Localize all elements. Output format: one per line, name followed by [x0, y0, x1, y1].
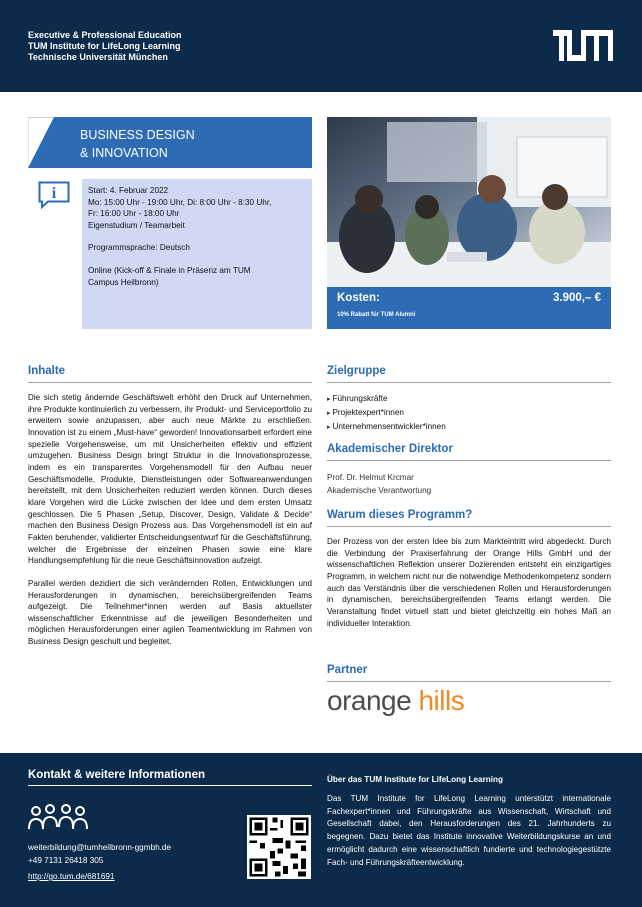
about-text: Das TUM Institute for LifeLong Learning unterstützt internationale Fachexpert*innen und Führungskräfte aus Wissenschaft, Wirtschaft und Gesellschaft dabei, den Herausforderungen des 21. Jahrhunderts zu begegnen. Dazu bietet das Institute innovative Weiterbildungskurse an und ermöglicht dadurch eine wissenschaftlich fundierte und technologiegestützte Fach- und Führungskräfteentwicklung.: [327, 794, 611, 867]
inhalte-heading: Inhalte: [28, 365, 66, 377]
mode-line-1: Online (Kick-off & Finale in Präsenz am TUM: [88, 265, 251, 275]
alumni-discount-note: 10% Rabatt für TUM Alumni: [337, 312, 416, 318]
direktor-heading: Akademischer Direktor: [327, 443, 453, 455]
org-line-2: TUM Institute for LifeLong Learning: [28, 41, 181, 51]
qr-code: [247, 815, 311, 879]
warum-divider: [327, 526, 611, 527]
director-block: [327, 471, 431, 497]
schedule-line-1: Mo: 15:00 Uhr - 19:00 Uhr, Di: 8:00 Uhr - 8:30 Uhr,: [88, 197, 272, 207]
info-icon: [38, 181, 70, 209]
director-role: Akademische Verantwortung: [327, 486, 432, 495]
direktor-divider: [327, 460, 611, 461]
program-language: Programmsprache: Deutsch: [88, 243, 190, 253]
org-line-3: Technische Universität München: [28, 52, 168, 62]
inhalte-paragraph-1: Die sich stetig ändernde Geschäftswelt erhöht den Druck auf Unternehmen, ihre Produkte kontinuierlich zu verbessern, ihr Produkt- und Serviceportfolio zu erweitern sowie anzupassen, aber auch neue Märkte zu erschließen. Innovation ist zu einem „Must-have“ geworden! Innovationsarbeit erfordert eine spezielle Vorgehensweise, um mit Unsicherheiten effektiv und effizient umzugehen. Business Design bringt Struktur in die Innovationsprozesse, indem es ein transparentes Vorgehensmodell für den Aufbau neuer Geschäftsmodelle, Produkte, Dienstleistungen oder Softwareanwendungen bereitstellt, mit dem Unsicherheiten reduziert werden können. Durch dieses klare Vorgehen wird die Lücke zwischen der Idee und dem ersten Umsatz geschlossen. Die 5 Phasen „Setup, Discover, Design, Validate & Decide“ machen den Business Design Prozess aus. Das Vorgehensmodell ist ein auf Fakten beruhender, validierter Entscheidungsentwurf für die Geschäftsführung, welcher die Ergebnisse der einzelnen Phasen sowie eine klare Handlungsempfehlung für die neue Geschäftsinnovation aufzeigt.: [28, 393, 312, 566]
program-url-link[interactable]: http://go.tum.de/681691: [28, 872, 115, 881]
svg-text:i: i: [51, 185, 57, 202]
contact-lines: [28, 841, 171, 867]
director-name: Prof. Dr. Helmut Krcmar: [327, 473, 414, 482]
list-item: ▸ Projektexpert*innen: [327, 406, 446, 420]
header-bar: [0, 0, 642, 92]
partner-heading: Partner: [327, 664, 368, 676]
study-format: Eigenstudium / Teamarbeit: [88, 220, 185, 230]
tum-logo: [553, 30, 613, 61]
logo-word-orange: orange: [327, 685, 419, 716]
price-box: [327, 287, 611, 329]
list-item: ▸ Unternehmensentwickler*innen: [327, 420, 446, 434]
organization-block: [28, 30, 182, 63]
title-line-1: BUSINESS DESIGN: [80, 128, 195, 142]
org-line-1: Executive & Professional Education: [28, 30, 182, 40]
contact-heading: Kontakt & weitere Informationen: [28, 769, 205, 781]
logo-word-hills: hills: [418, 685, 465, 716]
zielgruppe-heading: Zielgruppe: [327, 365, 386, 377]
price-label: Kosten:: [337, 292, 380, 304]
inhalte-text: [28, 392, 312, 648]
contact-email[interactable]: weiterbildung@tumheilbronn-ggmbh.de: [28, 843, 172, 852]
orange-hills-logo: [327, 685, 464, 717]
warum-text: Der Prozess von der ersten Idee bis zum Markteintritt wird abgedeckt. Durch die Verbindung der Praxiserfahrung der Orange Hills GmbH und der wissenschaftlichen Reflektion unserer Dozierenden entsteht ein einzigartiges Programm, in welchem nicht nur die notwendige Methodenkompetenz sondern auch das Verständnis über die verschiedenen Rollen und Herausforderungen in dynamischen, bereichsübergreifenden Teams erlangt werden. Die Veranstaltung findet virtuell statt und bietet gleichzeitig ein hohes Maß an individueller Interaktion.: [327, 537, 611, 628]
contact-divider: [28, 785, 312, 786]
schedule-line-2: Fr: 16:00 Uhr - 18:00 Uhr: [88, 209, 180, 219]
mode-line-2: Campus Heilbronn): [88, 277, 159, 287]
partner-divider: [327, 681, 611, 682]
program-info-box: [82, 179, 312, 329]
people-icon: [28, 803, 88, 833]
footer: [0, 753, 642, 907]
team-photo: [327, 117, 611, 287]
program-title: [80, 126, 195, 162]
about-heading: Über das TUM Institute for LifeLong Learning: [327, 775, 504, 784]
price-value: 3.900,– €: [553, 292, 601, 304]
title-line-2: & INNOVATION: [80, 146, 168, 160]
zielgruppe-divider: [327, 382, 611, 383]
start-date: Start: 4. Februar 2022: [88, 186, 169, 195]
contact-phone: +49 7131 26418 305: [28, 856, 104, 865]
warum-heading: Warum dieses Programm?: [327, 509, 473, 521]
zielgruppe-list: [327, 392, 446, 434]
list-item: ▸ Führungskräfte: [327, 392, 446, 406]
inhalte-divider: [28, 382, 312, 383]
inhalte-paragraph-2: Parallel werden dezidiert die sich verändernden Rollen, Entwicklungen und Herausforderungen in dynamischen, bereichsübergreifenden Teams aufgezeigt. Die Teilnehmer*innen werden auf Basis aktuellster wissenschaftlicher Erkenntnisse auf die jeweiligen Besonderheiten und möglichen Herausforderungen einer agilen Teamentwicklung im Rahmen von Business Design geschult und begleitet.: [28, 578, 312, 647]
